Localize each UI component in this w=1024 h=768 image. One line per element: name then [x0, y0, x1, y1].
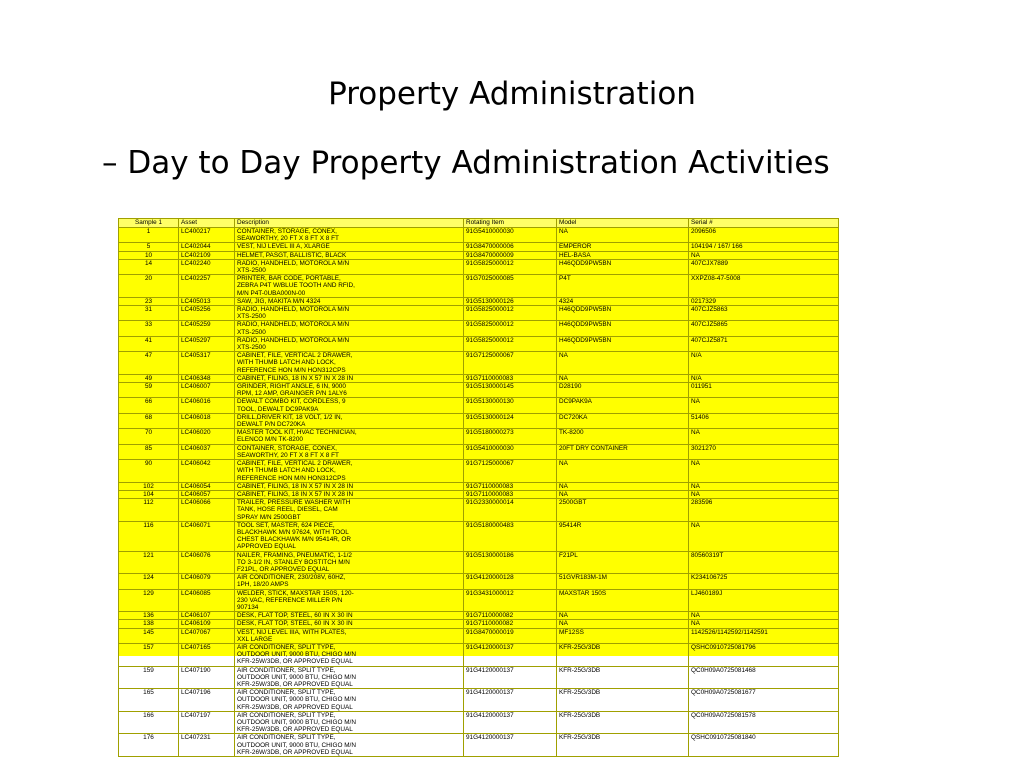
- cell-sample: 145: [119, 628, 179, 643]
- cell-sample: 68: [119, 413, 179, 428]
- cell-asset: LC405013: [179, 297, 235, 305]
- cell-serial: 51406: [689, 413, 839, 428]
- table-header-row: [119, 219, 839, 228]
- cell-model: NA: [557, 620, 689, 628]
- cell-model: 20FT DRY CONTAINER: [557, 444, 689, 459]
- cell-serial: 104194 / 167/ 166: [689, 243, 839, 251]
- cell-description: TRAILER, PRESSURE WASHER WITH TANK, HOSE REEL, DIESEL, CAM SPRAY M/N 2500GBT: [235, 499, 464, 522]
- cell-serial: 407CJZ5865: [689, 321, 839, 336]
- cell-sample: 176: [119, 734, 179, 757]
- cell-model: EMPEROR: [557, 243, 689, 251]
- cell-sample: 1: [119, 228, 179, 243]
- cell-serial: QC0H09A0725081578: [689, 711, 839, 734]
- cell-sample: 23: [119, 297, 179, 305]
- cell-asset: LC406109: [179, 620, 235, 628]
- cell-description: RADIO, HANDHELD, MOTOROLA M/N XTS-2500: [235, 306, 464, 321]
- cell-rotating-item: 91G7110000082: [464, 612, 557, 620]
- header-serial: Serial #: [689, 219, 839, 228]
- cell-serial: 283596: [689, 499, 839, 522]
- cell-description: CABINET, FILE, VERTICAL 2 DRAWER, WITH THUMB LATCH AND LOCK, REFERENCE HON M/N HON312CPS: [235, 460, 464, 483]
- cell-rotating-item: 91G2330000014: [464, 499, 557, 522]
- cell-serial: NA: [689, 490, 839, 498]
- table-row: [119, 490, 839, 498]
- cell-asset: LC402257: [179, 275, 235, 298]
- cell-serial: 407CJZ5871: [689, 336, 839, 351]
- cell-model: KFR-25G/3DB: [557, 666, 689, 689]
- cell-asset: LC406071: [179, 521, 235, 551]
- cell-model: D28190: [557, 383, 689, 398]
- cell-serial: NA: [689, 398, 839, 413]
- cell-serial: 407CJZ5863: [689, 306, 839, 321]
- property-table-image: [118, 218, 838, 756]
- cell-rotating-item: 91G5130000145: [464, 383, 557, 398]
- cell-asset: LC407067: [179, 628, 235, 643]
- cell-model: MF12SS: [557, 628, 689, 643]
- cell-sample: 41: [119, 336, 179, 351]
- cell-model: NA: [557, 228, 689, 243]
- header-description: Description: [235, 219, 464, 228]
- cell-rotating-item: 91G5130000126: [464, 297, 557, 305]
- table-row: [119, 734, 839, 757]
- cell-asset: LC406066: [179, 499, 235, 522]
- cell-rotating-item: 91G8470000019: [464, 628, 557, 643]
- cell-serial: 407CJX7889: [689, 259, 839, 274]
- cell-rotating-item: 91G5410000030: [464, 228, 557, 243]
- table-row: [119, 482, 839, 490]
- header-asset: Asset: [179, 219, 235, 228]
- cell-sample: 165: [119, 689, 179, 712]
- header-sample: Sample 1: [119, 219, 179, 228]
- cell-sample: 5: [119, 243, 179, 251]
- table-row: [119, 251, 839, 259]
- cell-rotating-item: 91G5130000186: [464, 551, 557, 574]
- cell-sample: 10: [119, 251, 179, 259]
- cell-rotating-item: 91G5825000012: [464, 321, 557, 336]
- cell-description: HELMET, PASGT, BALLISTIC, BLACK: [235, 251, 464, 259]
- cell-rotating-item: 91G5825000012: [464, 306, 557, 321]
- cell-model: DC720KA: [557, 413, 689, 428]
- cell-description: PRINTER, BAR CODE, PORTABLE, ZEBRA P4T W/BLUE TOOTH AND RFID, M/N P4T-0UBA000N-00: [235, 275, 464, 298]
- table-row: [119, 243, 839, 251]
- cell-model: NA: [557, 612, 689, 620]
- cell-description: MASTER TOOL KIT, HVAC TECHNICIAN, ELENCO M/N TK-8200: [235, 429, 464, 444]
- cell-description: TOOL SET, MASTER, 624 PIECE, BLACKHAWK M/N 97624, WITH TOOL CHEST BLACKHAWK M/N 95414R, OR APPROVED EQUAL: [235, 521, 464, 551]
- table-row: [119, 259, 839, 274]
- cell-description: DRILL,DRIVER KIT, 18 VOLT, 1/2 IN, DEWALT P/N DC720KA: [235, 413, 464, 428]
- cell-rotating-item: 91G7110000083: [464, 482, 557, 490]
- cell-serial: NA: [689, 482, 839, 490]
- cell-rotating-item: 91G7125000067: [464, 460, 557, 483]
- cell-description: CABINET, FILE, VERTICAL 2 DRAWER, WITH THUMB LATCH AND LOCK, REFERENCE HON M/N HON312CPS: [235, 352, 464, 375]
- cell-sample: 129: [119, 589, 179, 612]
- cell-serial: 80560319T: [689, 551, 839, 574]
- cell-sample: 90: [119, 460, 179, 483]
- cell-asset: LC407196: [179, 689, 235, 712]
- cell-asset: LC406037: [179, 444, 235, 459]
- cell-asset: LC405317: [179, 352, 235, 375]
- table-row: [119, 689, 839, 712]
- cell-sample: 47: [119, 352, 179, 375]
- table-row: [119, 574, 839, 589]
- cell-serial: XXPZ08-47-5008: [689, 275, 839, 298]
- cell-serial: 3021270: [689, 444, 839, 459]
- cell-description: CONTAINER, STORAGE, CONEX, SEAWORTHY, 20 FT X 8 FT X 8 FT: [235, 228, 464, 243]
- cell-description: NAILER, FRAMING, PNEUMATIC, 1-1/2 TO 3-1/2 IN, STANLEY BOSTITCH M/N F21PL, OR APPROVED EQUAL: [235, 551, 464, 574]
- cell-rotating-item: 91G7110000083: [464, 490, 557, 498]
- table-row: [119, 336, 839, 351]
- cell-description: WELDER, STICK, MAXSTAR 150S, 120- 230 VAC, REFERENCE MILLER P/N 907134: [235, 589, 464, 612]
- cell-rotating-item: 91G5180000483: [464, 521, 557, 551]
- cell-description: DESK, FLAT TOP, STEEL, 60 IN X 30 IN: [235, 620, 464, 628]
- slide-title: Property Administration: [328, 76, 696, 112]
- cell-serial: N/A: [689, 374, 839, 382]
- cell-rotating-item: 91G7110000082: [464, 620, 557, 628]
- cell-description: AIR CONDITIONER, SPLIT TYPE, OUTDOOR UNIT, 9000 BTU, CHIGO M/N KFR-25W/3DB, OR APPROVED EQUAL: [235, 643, 464, 666]
- cell-asset: LC407197: [179, 711, 235, 734]
- cell-sample: 136: [119, 612, 179, 620]
- cell-model: NA: [557, 460, 689, 483]
- cell-model: H46QDD9PW5BN: [557, 259, 689, 274]
- table-row: [119, 666, 839, 689]
- table-row: [119, 352, 839, 375]
- cell-rotating-item: 91G8470000006: [464, 243, 557, 251]
- cell-serial: NA: [689, 612, 839, 620]
- cell-sample: 66: [119, 398, 179, 413]
- cell-sample: 31: [119, 306, 179, 321]
- cell-description: RADIO, HANDHELD, MOTOROLA M/N XTS-2500: [235, 259, 464, 274]
- cell-asset: LC407231: [179, 734, 235, 757]
- cell-serial: NA: [689, 620, 839, 628]
- cell-sample: 124: [119, 574, 179, 589]
- cell-model: KFR-25G/3DB: [557, 711, 689, 734]
- cell-sample: 20: [119, 275, 179, 298]
- cell-serial: 1142526/1142592/1142591: [689, 628, 839, 643]
- cell-model: DC9PAK9A: [557, 398, 689, 413]
- cell-serial: NA: [689, 521, 839, 551]
- cell-model: KFR-25G/3DB: [557, 643, 689, 666]
- table-row: [119, 589, 839, 612]
- cell-asset: LC406085: [179, 589, 235, 612]
- cell-model: P4T: [557, 275, 689, 298]
- cell-rotating-item: 91G8470000009: [464, 251, 557, 259]
- cell-asset: LC406020: [179, 429, 235, 444]
- property-table: [118, 218, 839, 757]
- cell-asset: LC406076: [179, 551, 235, 574]
- cell-serial: QC0H09A0725081468: [689, 666, 839, 689]
- cell-asset: LC406007: [179, 383, 235, 398]
- cell-asset: LC406016: [179, 398, 235, 413]
- cell-description: AIR CONDITIONER, SPLIT TYPE, OUTDOOR UNIT, 9000 BTU, CHIGO M/N KFR-25W/3DB, OR APPROVED EQUAL: [235, 689, 464, 712]
- cell-sample: 112: [119, 499, 179, 522]
- cell-description: AIR CONDITIONER, SPLIT TYPE, OUTDOOR UNIT, 9000 BTU, CHIGO M/N KFR-26W/3DB, OR APPROVED EQUAL: [235, 734, 464, 757]
- cell-asset: LC402109: [179, 251, 235, 259]
- table-row: [119, 383, 839, 398]
- cell-serial: QC0H09A0725081677: [689, 689, 839, 712]
- cell-description: CABINET, FILING, 18 IN X 57 IN X 28 IN: [235, 490, 464, 498]
- cell-rotating-item: 91G4120000137: [464, 711, 557, 734]
- cell-description: CONTAINER, STORAGE, CONEX, SEAWORTHY, 20 FT X 8 FT X 8 FT: [235, 444, 464, 459]
- cell-model: 4324: [557, 297, 689, 305]
- cell-asset: LC406348: [179, 374, 235, 382]
- cell-description: VEST, NIJ LEVEL III A, XLARGE: [235, 243, 464, 251]
- cell-sample: 121: [119, 551, 179, 574]
- cell-asset: LC400217: [179, 228, 235, 243]
- table-row: [119, 275, 839, 298]
- cell-description: CABINET, FILING, 18 IN X 57 IN X 28 IN: [235, 482, 464, 490]
- cell-rotating-item: 91G4120000137: [464, 643, 557, 666]
- table-row: [119, 297, 839, 305]
- cell-sample: 49: [119, 374, 179, 382]
- cell-asset: LC402044: [179, 243, 235, 251]
- cell-model: KFR-25G/3DB: [557, 734, 689, 757]
- table-row: [119, 628, 839, 643]
- cell-serial: QSHC091072508184​0: [689, 734, 839, 757]
- cell-sample: 166: [119, 711, 179, 734]
- cell-description: AIR CONDITIONER, 230/208V, 60HZ, 1PH, 18/20 AMPS: [235, 574, 464, 589]
- cell-description: DEWALT COMBO KIT, CORDLESS, 9 TOOL, DEWALT DC9PAK9A: [235, 398, 464, 413]
- cell-model: F21PL: [557, 551, 689, 574]
- cell-rotating-item: 91G7110000083: [464, 374, 557, 382]
- cell-model: NA: [557, 490, 689, 498]
- cell-model: 51GVR183M-1M: [557, 574, 689, 589]
- cell-sample: 138: [119, 620, 179, 628]
- cell-asset: LC407190: [179, 666, 235, 689]
- cell-rotating-item: 91G5410000030: [464, 444, 557, 459]
- cell-description: SAW, JIG, MAKITA M/N 4324: [235, 297, 464, 305]
- header-model: Model: [557, 219, 689, 228]
- cell-model: H46QDD9PW5BN: [557, 306, 689, 321]
- cell-sample: 102: [119, 482, 179, 490]
- cell-sample: 70: [119, 429, 179, 444]
- table-row: [119, 413, 839, 428]
- cell-rotating-item: 91G3431000012: [464, 589, 557, 612]
- cell-asset: LC406107: [179, 612, 235, 620]
- cell-description: RADIO, HANDHELD, MOTOROLA M/N XTS-2500: [235, 336, 464, 351]
- cell-sample: 59: [119, 383, 179, 398]
- cell-sample: 85: [119, 444, 179, 459]
- cell-rotating-item: 91G5130000124: [464, 413, 557, 428]
- cell-asset: LC405297: [179, 336, 235, 351]
- cell-asset: LC405259: [179, 321, 235, 336]
- cell-model: MAXSTAR 150S: [557, 589, 689, 612]
- cell-model: H46QDD9PW5BN: [557, 336, 689, 351]
- cell-rotating-item: 91G4120000137: [464, 689, 557, 712]
- slide-subtitle: – Day to Day Property Administration Activities: [102, 145, 830, 181]
- cell-model: NA: [557, 352, 689, 375]
- cell-asset: LC406054: [179, 482, 235, 490]
- table-row: [119, 460, 839, 483]
- cell-serial: N/A: [689, 352, 839, 375]
- table-row: [119, 620, 839, 628]
- cell-sample: 33: [119, 321, 179, 336]
- table-row: [119, 499, 839, 522]
- cell-asset: LC406042: [179, 460, 235, 483]
- cell-model: NA: [557, 482, 689, 490]
- table-row: [119, 711, 839, 734]
- cell-model: 2500GBT: [557, 499, 689, 522]
- table-row: [119, 321, 839, 336]
- cell-description: GRINDER, RIGHT ANGLE, 6 IN, 9000 RPM, 12 AMP, GRAINGER P/N 1ALY6: [235, 383, 464, 398]
- cell-model: H46QDD9PW5BN: [557, 321, 689, 336]
- cell-model: 95414R: [557, 521, 689, 551]
- cell-serial: NA: [689, 251, 839, 259]
- cell-asset: LC406018: [179, 413, 235, 428]
- cell-description: RADIO, HANDHELD, MOTOROLA M/N XTS-2500: [235, 321, 464, 336]
- cell-sample: 104: [119, 490, 179, 498]
- cell-asset: LC406057: [179, 490, 235, 498]
- cell-rotating-item: 91G4120000137: [464, 666, 557, 689]
- cell-rotating-item: 91G7025000085: [464, 275, 557, 298]
- table-row: [119, 374, 839, 382]
- table-row: [119, 306, 839, 321]
- cell-rotating-item: 91G5825000012: [464, 336, 557, 351]
- cell-serial: NA: [689, 429, 839, 444]
- cell-asset: LC405256: [179, 306, 235, 321]
- cell-asset: LC402240: [179, 259, 235, 274]
- cell-serial: 011951: [689, 383, 839, 398]
- cell-serial: QSHC091072508179​6: [689, 643, 839, 666]
- cell-model: KFR-25G/3DB: [557, 689, 689, 712]
- cell-serial: K234106725: [689, 574, 839, 589]
- cell-rotating-item: 91G4120000128: [464, 574, 557, 589]
- cell-sample: 159: [119, 666, 179, 689]
- cell-serial: NA: [689, 460, 839, 483]
- table-row: [119, 228, 839, 243]
- cell-description: AIR CONDITIONER, SPLIT TYPE, OUTDOOR UNIT, 9000 BTU, CHIGO M/N KFR-25W/3DB, OR APPROVED EQUAL: [235, 666, 464, 689]
- cell-rotating-item: 91G5180000273: [464, 429, 557, 444]
- cell-rotating-item: 91G5825000012: [464, 259, 557, 274]
- table-row: [119, 444, 839, 459]
- cell-model: TK-8200: [557, 429, 689, 444]
- cell-serial: LJ460189J: [689, 589, 839, 612]
- cell-description: CABINET, FILING, 18 IN X 57 IN X 28 IN: [235, 374, 464, 382]
- cell-model: NA: [557, 374, 689, 382]
- cell-sample: 157: [119, 643, 179, 666]
- table-row: [119, 398, 839, 413]
- cell-sample: 14: [119, 259, 179, 274]
- table-row: [119, 521, 839, 551]
- table-body: [119, 228, 839, 757]
- cell-asset: LC406079: [179, 574, 235, 589]
- cell-serial: 2096506: [689, 228, 839, 243]
- header-rotating-item: Rotating Item: [464, 219, 557, 228]
- cell-description: VEST, NIJ LEVEL IIIA, WITH PLATES, XXL LARGE: [235, 628, 464, 643]
- cell-description: DESK, FLAT TOP, STEEL, 60 IN X 30 IN: [235, 612, 464, 620]
- table-row: [119, 551, 839, 574]
- cell-model: HEL-BASA: [557, 251, 689, 259]
- table-row: [119, 643, 839, 666]
- cell-description: AIR CONDITIONER, SPLIT TYPE, OUTDOOR UNIT, 9000 BTU, CHIGO M/N KFR-25W/3DB, OR APPROVED EQUAL: [235, 711, 464, 734]
- cell-serial: 0217329: [689, 297, 839, 305]
- cell-rotating-item: 91G4120000137: [464, 734, 557, 757]
- cell-sample: 116: [119, 521, 179, 551]
- table-row: [119, 612, 839, 620]
- table-row: [119, 429, 839, 444]
- cell-rotating-item: 91G5130000130: [464, 398, 557, 413]
- cell-rotating-item: 91G7125000067: [464, 352, 557, 375]
- cell-asset: LC407165: [179, 643, 235, 666]
